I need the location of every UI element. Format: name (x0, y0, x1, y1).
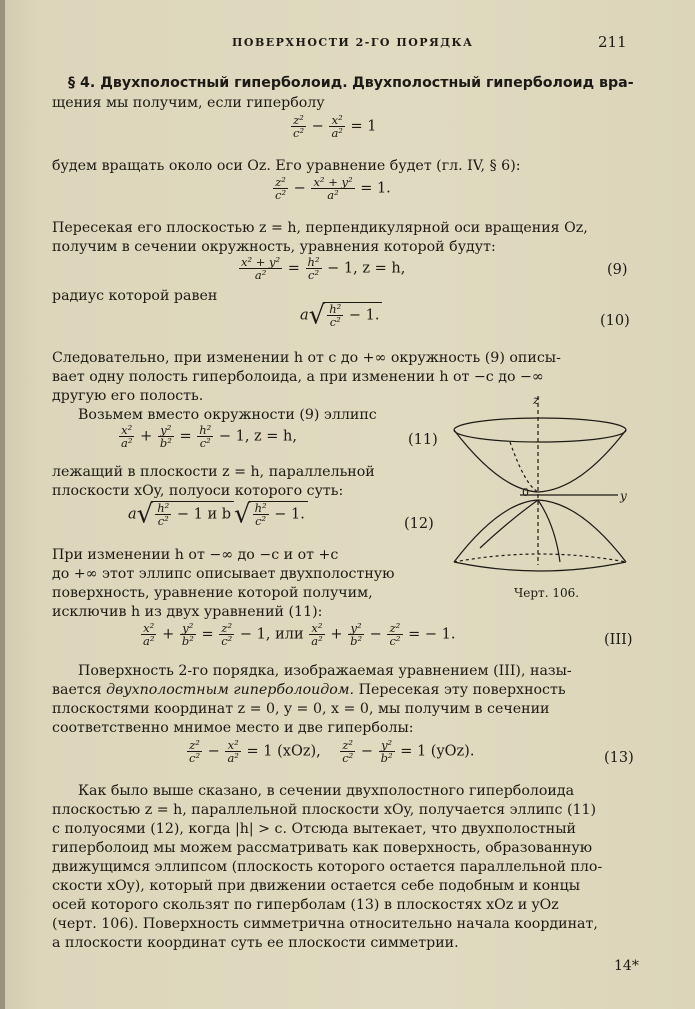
paragraph-9g: осей которого скользят по гиперболам (13) в плоскостях xOz и yOz (52, 897, 559, 913)
lower-meridian-right (538, 500, 560, 562)
paragraph-8d: соответственно мнимое место и две гиперболы: (52, 720, 414, 736)
paragraph-8a: Поверхность 2-го порядка, изображаемая уравнением (III), назы- (78, 663, 572, 679)
paragraph-7b: до +∞ этот эллипс описывает двухполостную (52, 566, 395, 582)
paragraph-7a: При изменении h от −∞ до −c и от +c (52, 547, 339, 563)
paragraph-7c: поверхность, уравнение которой получим, (52, 585, 373, 601)
origin-label: 0 (522, 486, 529, 499)
upper-sheet-outline (454, 430, 626, 492)
paragraph-6a: лежащий в плоскости z = h, параллельной (52, 464, 375, 480)
paragraph-8c: плоскостями координат z = 0, y = 0, x = 0, мы получим в сечении (52, 701, 550, 717)
signature-mark: 14* (614, 958, 639, 974)
section-intro-1: Двухполостный гиперболоид вра- (352, 75, 634, 91)
paragraph-6b: плоскости xOy, полуоси которого суть: (52, 483, 344, 499)
page-number: 211 (598, 33, 627, 51)
paragraph-9c: с полуосями (12), когда |h| > c. Отсюда вытекает, что двухполостный (52, 821, 577, 837)
paragraph-4c: другую его полость. (52, 388, 204, 404)
axis-z-label: z (533, 393, 540, 407)
lower-rim-front (454, 562, 626, 571)
paragraph-3: радиус которой равен (52, 288, 218, 304)
equation-hyperbola: $\frac{\text{z²}}{\text{c²}}$ − $\frac{\text{x²}}{\text{a²}}$ = 1 (293, 113, 377, 140)
equation-10: a√ $\frac{\text{h²}}{\text{c²}}$ − 1. (300, 302, 382, 329)
axis-y-label: y (620, 489, 627, 503)
paragraph-4a: Следовательно, при изменении h от c до +∞ окружность (9) описы- (52, 350, 561, 366)
paragraph-9h: (черт. 106). Поверхность симметрична относительно начала координат, (52, 916, 598, 932)
hyperboloid-figure (440, 390, 660, 580)
paragraph-8b: вается двухполостным гиперболоидом. Пересекая эту поверхность (52, 682, 566, 698)
page-spine (0, 0, 5, 1009)
equation-number-12: (12) (404, 516, 434, 532)
equation-number-9: (9) (607, 262, 628, 278)
paragraph-4b: вает одну полость гиперболоида, а при изменении h от −c до −∞ (52, 369, 544, 385)
paragraph-9i: а плоскости координат суть ее плоскости симметрии. (52, 935, 459, 951)
equation-11: $\frac{\text{x²}}{\text{a²}}$ + $\frac{\text{y²}}{\text{b²}}$ = $\frac{\text{h²}}{\text{c²}}$ − 1, z = h, (121, 423, 298, 450)
paragraph-5: Возьмем вместо окружности (9) эллипс (78, 407, 377, 423)
equation-12: a√ $\frac{\text{h²}}{\text{c²}}$ − 1 и b √ $\frac{\text{h²}}{\text{c²}}$ − 1. (128, 501, 308, 528)
equation-number-13: (13) (604, 750, 634, 766)
lower-rim-back (454, 554, 626, 562)
section-heading-line (68, 74, 634, 93)
upper-rim (454, 418, 626, 442)
section-intro-2: щения мы получим, если гиперболу (52, 95, 325, 111)
upper-meridian (510, 442, 538, 492)
paragraph-1: будем вращать около оси Oz. Его уравнение будет (гл. IV, § 6): (52, 158, 521, 174)
paragraph-9f: скости xOy), который при движении остается себе подобным и концы (52, 878, 581, 894)
equation-number-11: (11) (408, 432, 438, 448)
running-title: ПОВЕРХНОСТИ 2-ГО ПОРЯДКА (232, 36, 474, 49)
paragraph-9e: движущимся эллипсом (плоскость которого остается параллельной пло- (52, 859, 603, 875)
equation-number-III: (III) (604, 632, 633, 648)
figure-caption: Черт. 106. (514, 586, 580, 600)
paragraph-7d: исключив h из двух уравнений (11): (52, 604, 323, 620)
equation-9: $\frac{\text{x² + y²}}{\text{a²}}$ = $\frac{\text{h²}}{\text{c²}}$ − 1, z = h, (241, 255, 406, 282)
equation-III: $\frac{\text{x²}}{\text{a²}}$ + $\frac{\text{y²}}{\text{b²}}$ = $\frac{\text{z²}}{\text{c²}}$ − 1, или $\frac{\text{x²}}{\text{a²}}$ + $\frac{\text{y²}}{\text{b²}}$ − $\frac{\text{z²}}{\text{c²}}$ = − 1. (143, 621, 456, 648)
paragraph-2a: Пересекая его плоскостью z = h, перпендикулярной оси вращения Oz, (52, 220, 588, 236)
paragraph-9a: Как было выше сказано, в сечении двухполостного гиперболоида (78, 783, 575, 799)
equation-surface: $\frac{\text{z²}}{\text{c²}}$ − $\frac{\text{x² + y²}}{\text{a²}}$ = 1. (275, 175, 391, 202)
lower-sheet-outline (454, 500, 626, 562)
section-heading: § 4. Двухполостный гиперболоид. (68, 75, 348, 91)
paragraph-2b: получим в сечении окружность, уравнения которой будут: (52, 239, 496, 255)
equation-13: $\frac{\text{z²}}{\text{c²}}$ − $\frac{\text{x²}}{\text{a²}}$ = 1 (xOz), $\frac{\text{z²}}{\text{c²}}$ − $\frac{\text{y²}}{\text{b²}}$ = 1 (yOz). (189, 738, 475, 765)
equation-number-10: (10) (600, 313, 630, 329)
paragraph-9b: плоскостью z = h, параллельной плоскости xOy, получается эллипс (11) (52, 802, 597, 818)
paragraph-9d: гиперболоид мы можем рассматривать как поверхность, образованную (52, 840, 593, 856)
